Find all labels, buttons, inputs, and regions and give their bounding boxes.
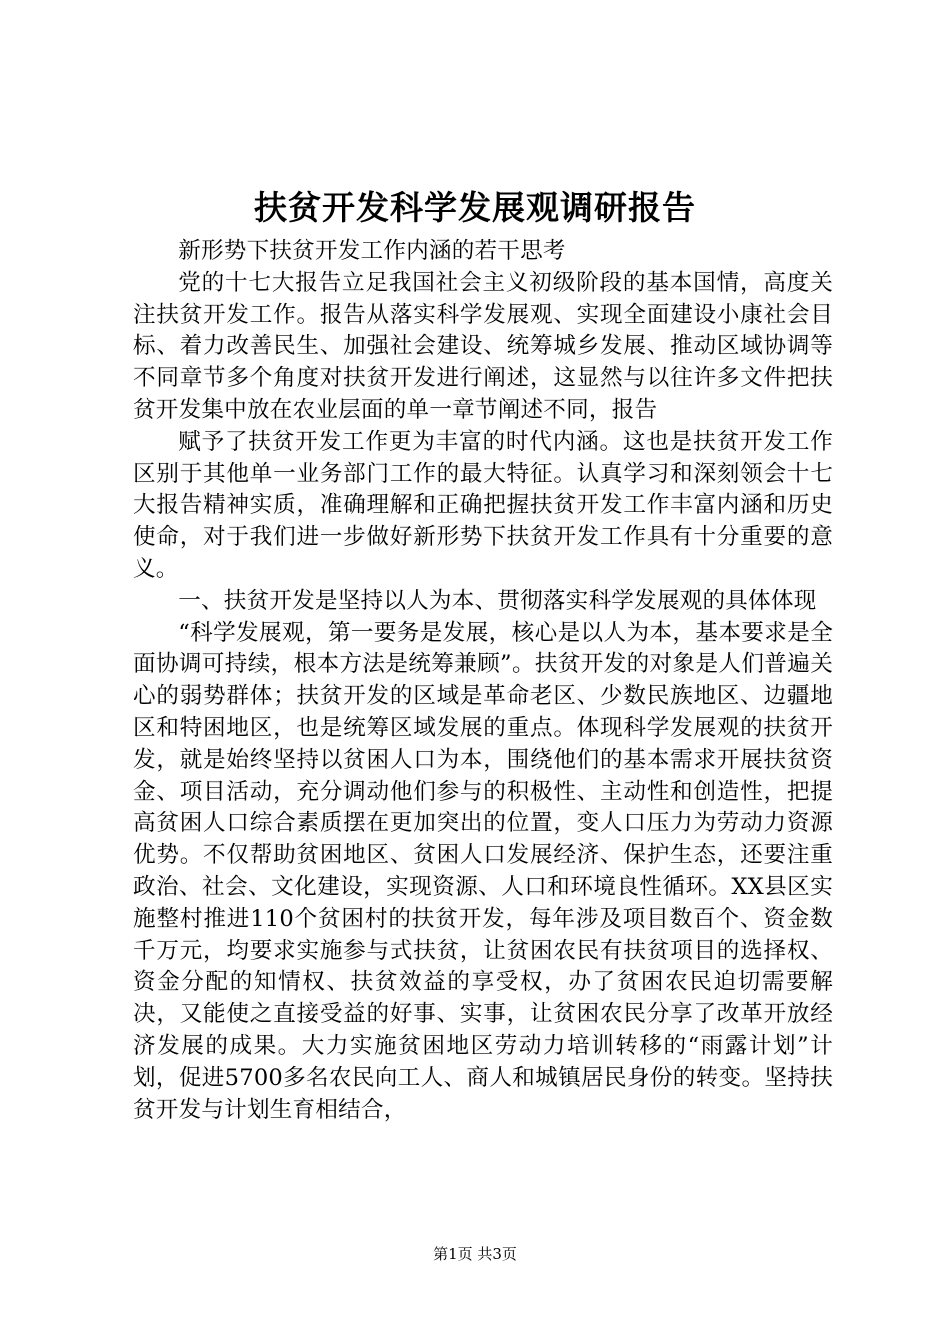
paragraph: 党的十七大报告立足我国社会主义初级阶段的基本国情，高度关注扶贫开发工作。报告从落实科学发展观、实现全面建设小康社会目标、着力改善民生、加强社会建设、统筹城乡发展、推动区域协调等不同章节多个角度对扶贫开发进行阐述，这显然与以往许多文件把扶贫开发集中放在农业层面的单一章节阐述不同，报告: [133, 269, 833, 423]
page-number-footer: 第1页 共3页: [433, 1245, 517, 1263]
paragraph-subtitle: 新形势下扶贫开发工作内涵的若干思考: [178, 238, 566, 264]
document-title: 扶贫开发科学发展观调研报告: [254, 188, 696, 227]
document-body: [133, 236, 833, 1126]
paragraph: “科学发展观，第一要务是发展，核心是以人为本，基本要求是全面协调可持续，根本方法是统筹兼顾”。扶贫开发的对象是人们普遍关心的弱势群体；扶贫开发的区域是革命老区、少数民族地区、边疆地区和特困地区，也是统筹区域发展的重点。体现科学发展观的扶贫开发，就是始终坚持以贫困人口为本，围绕他们的基本需求开展扶贫资金、项目活动，充分调动他们参与的积极性、主动性和创造性，把提高贫困人口综合素质摆在更加突出的位置，变人口压力为劳动力资源优势。不仅帮助贫困地区、贫困人口发展经济、保护生态，还要注重政治、社会、文化建设，实现资源、人口和环境良性循环。XX县区实施整村推进110个贫困村的扶贫开发，每年涉及项目数百个、资金数千万元，均要求实施参与式扶贫，让贫困农民有扶贫项目的选择权、资金分配的知情权、扶贫效益的享受权，办了贫困农民迫切需要解决，又能使之直接受益的好事、实事，让贫困农民分享了改革开放经济发展的成果。大力实施贫困地区劳动力培训转移的“雨露计划”计划，促进5700多名农民向工人、商人和城镇居民身份的转变。坚持扶贫开发与计划生育相结合，: [133, 619, 833, 1123]
section-heading: 一、扶贫开发是坚持以人为本、贯彻落实科学发展观的具体体现: [178, 587, 817, 614]
paragraph: 赋予了扶贫开发工作更为丰富的时代内涵。这也是扶贫开发工作区别于其他单一业务部门工作的最大特征。认真学习和深刻领会十七大报告精神实质，准确理解和正确把握扶贫开发工作丰富内涵和历史使命，对于我们进一步做好新形势下扶贫开发工作具有十分重要的意义。: [133, 428, 833, 582]
